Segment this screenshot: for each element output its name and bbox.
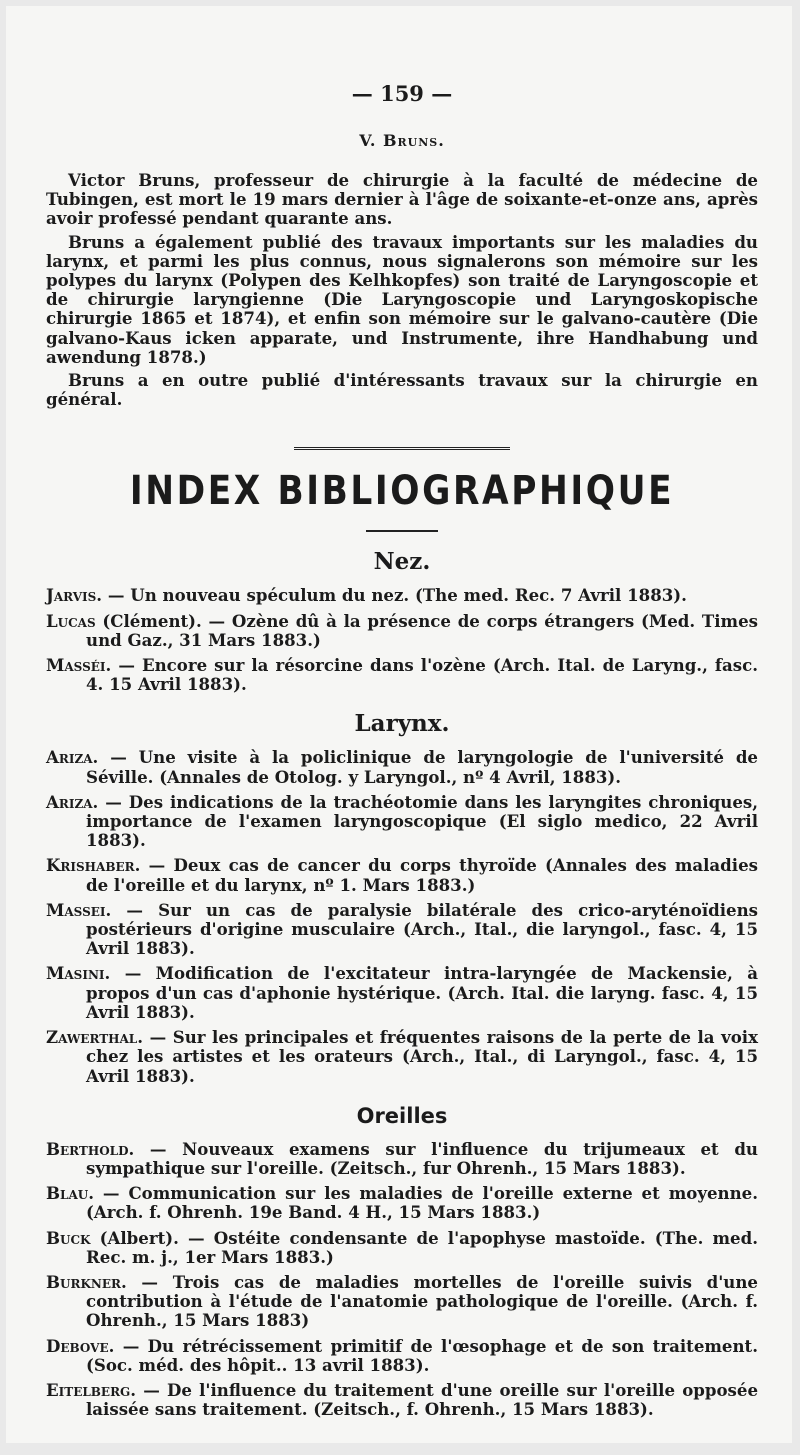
entry-author: Blau. (46, 1183, 95, 1204)
entry-text: — Une visite à la policlinique de laryngologie de l'université de Séville. (Annales de Otolog. y Laryngol., nº 4 Avril, 1883). (86, 747, 758, 787)
entry-author: Debove. (46, 1335, 115, 1356)
entry-author: Burkner. (46, 1271, 127, 1292)
bibliography-entry (46, 964, 758, 1022)
bibliography-entry (46, 793, 758, 851)
bibliography-entry (46, 1273, 758, 1331)
entry-text: — Communication sur les maladies de l'oreille externe et moyenne. (Arch. f. Ohrenh. 19e Band. 4 H., 15 Mars 1883.) (86, 1183, 758, 1223)
entry-text: — Trois cas de maladies mortelles de l'oreille suivis d'une contribution à l'étude de l'anatomie pathologique de l'oreille. (Arch. f. Ohrenh., 15 Mars 1883) (86, 1271, 758, 1331)
obituary-paragraph: Victor Bruns, professeur de chirurgie à la faculté de médecine de Tubingen, est mort le 19 mars dernier à l'âge de soixante-et-onze ans, après avoir professé pendant quarante ans. (46, 170, 758, 229)
entry-text: (Clément). — Ozène dû à la présence de corps étrangers (Med. Times und Gaz., 31 Mars 1883.) (86, 610, 758, 650)
bibliography-entry (46, 1028, 758, 1086)
section-title: V. Bruns. (359, 131, 445, 150)
bibliography-entry (46, 901, 758, 959)
entry-author: Berthold. (46, 1138, 135, 1159)
index-title: INDEX BIBLIOGRAPHIQUE (129, 468, 675, 515)
entry-author: Ariza. (46, 747, 99, 768)
section-heading: Oreilles (356, 1103, 448, 1128)
obituary-text (46, 171, 758, 409)
entry-text: — Encore sur la résorcine dans l'ozène (Arch. Ital. de Laryng., fasc. 4. 15 Avril 1883). (86, 655, 758, 695)
section-oreilles (46, 1102, 758, 1420)
bibliography-entry (46, 1381, 758, 1419)
page-content (46, 6, 758, 1425)
obituary-paragraph: Bruns a également publié des travaux importants sur les maladies du larynx, et parmi les plus connus, nous signalerons son mémoire sur les polypes du larynx (Polypen des Kelhkopfes) son traité de Laryngoscopie et de chirurgie laryngienne (Die Laryngoscopie und Laryngoskopische chirurgie 1865 et 1874), et enfin son mémoire sur le galvano-cautère (Die galvano-Kaus icken apparate, und Instrumente, ihre Handhabung und awendung 1878.) (46, 231, 758, 367)
entry-text: — Un nouveau spéculum du nez. (The med. Rec. 7 Avril 1883). (102, 585, 687, 606)
section-heading: Larynx. (354, 710, 450, 738)
entry-text: — Deux cas de cancer du corps thyroïde (Annales des maladies de l'oreille et du larynx, nº 1. Mars 1883.) (86, 855, 758, 895)
entry-author: Krishaber. (46, 855, 141, 876)
entry-author: Masini. (46, 963, 111, 984)
entry-text: — Des indications de la trachéotomie dans les laryngites chroniques, importance de l'examen laryngoscopique (El siglo medico, 22 Avril 1883). (86, 791, 758, 851)
section-larynx (46, 710, 758, 1085)
bibliography-entry (46, 856, 758, 894)
entry-author: Eitelberg. (46, 1379, 137, 1400)
entry-text: — De l'influence du traitement d'une oreille sur l'oreille opposée laissée sans traitement. (Zeitsch., f. Ohrenh., 15 Mars 1883). (86, 1379, 758, 1420)
bibliography-entry (46, 1337, 758, 1375)
obituary-paragraph: Bruns a en outre publié d'intéressants travaux sur la chirurgie en général. (46, 370, 758, 410)
section-heading: Nez. (373, 548, 431, 576)
bibliography-entry (46, 748, 758, 786)
entry-text: — Nouveaux examens sur l'influence du trijumeaux et du sympathique sur l'oreille. (Zeitsch., fur Ohrenh., 15 Mars 1883). (86, 1138, 758, 1178)
ornamental-divider (294, 447, 510, 458)
entry-author: Masséi. (46, 655, 112, 676)
entry-text: — Sur un cas de paralysie bilatérale des crico-aryténoïdiens postérieurs d'origine musculaire (Arch., Ital., die laryngol., fasc. 4, 15 Avril 1883). (86, 899, 758, 959)
entry-text: (Albert). — Ostéite condensante de l'apophyse mastoïde. (The. med. Rec. m. j., 1er Mars 1883.) (86, 1227, 758, 1267)
entry-author: Buck (46, 1227, 91, 1248)
entry-author: Lucas (46, 610, 96, 631)
bibliography-entry (46, 612, 758, 650)
entry-author: Jarvis. (46, 585, 103, 606)
entry-author: Massei. (46, 899, 112, 920)
bibliography-entry (46, 1229, 758, 1267)
entry-text: — Sur les principales et fréquentes raisons de la perte de la voix chez les artistes et les orateurs (Arch., Ital., di Laryngol., fasc. 4, 15 Avril 1883). (86, 1027, 758, 1086)
bibliography-entry (46, 1184, 758, 1222)
entry-text: — Modification de l'excitateur intra-laryngée de Mackensie, à propos d'un cas d'aphonie hystérique. (Arch. Ital. die laryng. fasc. 4, 15 Avril 1883). (86, 963, 758, 1022)
title-rule (366, 530, 438, 532)
section-nez (46, 548, 758, 694)
bibliography-entry (46, 586, 758, 605)
bibliography-entry (46, 1140, 758, 1178)
page-number: — 159 — (351, 81, 453, 106)
entry-author: Ariza. (46, 791, 99, 812)
document-page (6, 6, 792, 1443)
entry-author: Zawerthal. (46, 1027, 144, 1048)
entry-text: — Du rétrécissement primitif de l'œsophage et de son traitement. (Soc. méd. des hôpit.. 13 avril 1883). (86, 1335, 758, 1375)
bibliography-entry (46, 656, 758, 694)
